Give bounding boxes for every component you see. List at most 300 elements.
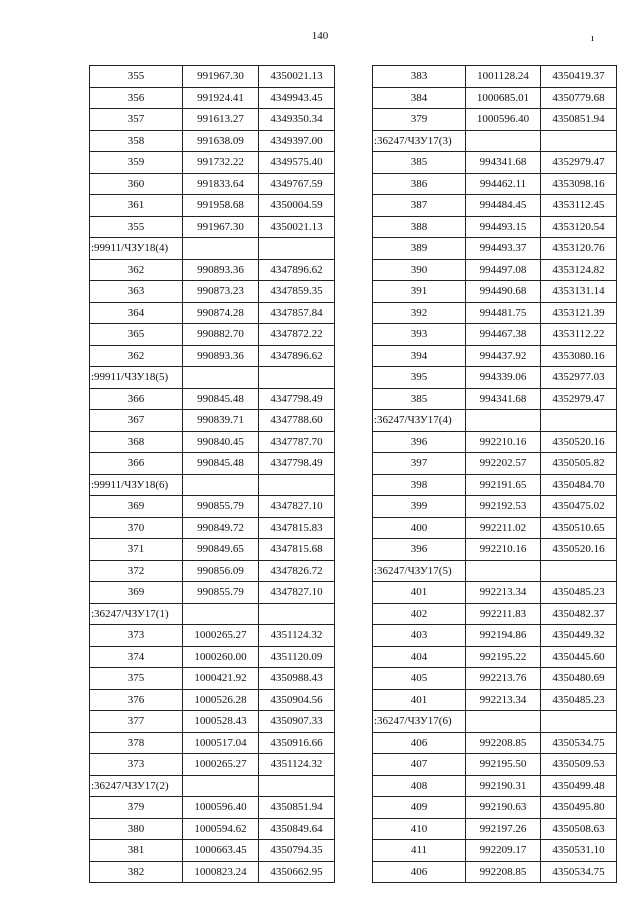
table-row [90, 259, 335, 281]
point-number-cell: 364 [90, 302, 183, 324]
y-coordinate-cell: 4353120.76 [541, 238, 617, 260]
point-number-cell: 363 [90, 281, 183, 303]
table-row [373, 87, 617, 109]
point-number-cell: 384 [373, 87, 466, 109]
y-coordinate-cell: 4347815.68 [259, 539, 335, 561]
x-coordinate-cell: 990882.70 [183, 324, 259, 346]
point-number-cell: 355 [90, 66, 183, 88]
point-number-cell: 358 [90, 130, 183, 152]
y-coordinate-cell: 4350475.02 [541, 496, 617, 518]
x-coordinate-cell: 1000265.27 [183, 754, 259, 776]
point-number-cell: 366 [90, 453, 183, 475]
y-coordinate-cell: 4350419.37 [541, 66, 617, 88]
table-row [373, 797, 617, 819]
point-number-cell: 361 [90, 195, 183, 217]
x-coordinate-cell: 992213.34 [466, 689, 541, 711]
table-row [373, 388, 617, 410]
y-coordinate-cell: 4350988.43 [259, 668, 335, 690]
x-coordinate-cell: 990855.79 [183, 582, 259, 604]
point-number-cell: 392 [373, 302, 466, 324]
table-row [90, 840, 335, 862]
x-coordinate-cell: 992208.85 [466, 732, 541, 754]
y-coordinate-cell: 4350445.60 [541, 646, 617, 668]
point-number-cell: 407 [373, 754, 466, 776]
x-coordinate-cell: 992190.31 [466, 775, 541, 797]
x-coordinate-cell: 992190.63 [466, 797, 541, 819]
table-row [373, 66, 617, 88]
point-number-cell: 367 [90, 410, 183, 432]
x-coordinate-cell [466, 130, 541, 152]
table-row [90, 173, 335, 195]
point-number-cell: 359 [90, 152, 183, 174]
point-number-cell: 397 [373, 453, 466, 475]
y-coordinate-cell [541, 711, 617, 733]
point-number-cell: 378 [90, 732, 183, 754]
point-number-cell: 370 [90, 517, 183, 539]
y-coordinate-cell: 4353112.22 [541, 324, 617, 346]
point-number-cell: 396 [373, 539, 466, 561]
y-coordinate-cell: 4350509.53 [541, 754, 617, 776]
y-coordinate-cell: 4352979.47 [541, 152, 617, 174]
x-coordinate-cell [183, 775, 259, 797]
x-coordinate-cell [183, 474, 259, 496]
y-coordinate-cell: 4353112.45 [541, 195, 617, 217]
y-coordinate-cell: 4350508.63 [541, 818, 617, 840]
point-number-cell: 411 [373, 840, 466, 862]
x-coordinate-cell: 990855.79 [183, 496, 259, 518]
y-coordinate-cell: 4350534.75 [541, 861, 617, 883]
x-coordinate-cell: 994341.68 [466, 388, 541, 410]
y-coordinate-cell: 4350495.80 [541, 797, 617, 819]
point-number-cell: 401 [373, 582, 466, 604]
table-row [90, 689, 335, 711]
point-number-cell: 373 [90, 625, 183, 647]
table-row [90, 302, 335, 324]
x-coordinate-cell: 994484.45 [466, 195, 541, 217]
y-coordinate-cell: 4349397.00 [259, 130, 335, 152]
point-number-cell: 406 [373, 861, 466, 883]
y-coordinate-cell: 4347788.60 [259, 410, 335, 432]
y-coordinate-cell: 4351124.32 [259, 754, 335, 776]
point-number-cell: 388 [373, 216, 466, 238]
x-coordinate-cell: 994467.38 [466, 324, 541, 346]
point-number-cell: 394 [373, 345, 466, 367]
table-row [90, 216, 335, 238]
table-row [90, 625, 335, 647]
table-row [373, 302, 617, 324]
table-row [373, 775, 617, 797]
table-row [90, 281, 335, 303]
table-row [90, 582, 335, 604]
table-row [90, 453, 335, 475]
y-coordinate-cell: 4347827.10 [259, 582, 335, 604]
y-coordinate-cell [259, 474, 335, 496]
x-coordinate-cell: 992197.26 [466, 818, 541, 840]
y-coordinate-cell: 4353098.16 [541, 173, 617, 195]
x-coordinate-cell: 990849.65 [183, 539, 259, 561]
point-number-cell: 390 [373, 259, 466, 281]
point-number-cell: 402 [373, 603, 466, 625]
x-coordinate-cell: 994437.92 [466, 345, 541, 367]
y-coordinate-cell: 4347798.49 [259, 388, 335, 410]
margin-mark: ı [591, 32, 595, 44]
x-coordinate-cell: 1000685.01 [466, 87, 541, 109]
x-coordinate-cell: 1000528.43 [183, 711, 259, 733]
y-coordinate-cell [259, 775, 335, 797]
y-coordinate-cell: 4351120.09 [259, 646, 335, 668]
y-coordinate-cell: 4347815.83 [259, 517, 335, 539]
section-label-row [373, 130, 617, 152]
y-coordinate-cell: 4350849.64 [259, 818, 335, 840]
x-coordinate-cell: 1000517.04 [183, 732, 259, 754]
x-coordinate-cell: 992195.22 [466, 646, 541, 668]
table-row [90, 797, 335, 819]
point-number-cell: 401 [373, 689, 466, 711]
coordinates-table-left [89, 65, 335, 883]
x-coordinate-cell: 1001128.24 [466, 66, 541, 88]
table-row [373, 754, 617, 776]
x-coordinate-cell: 1000421.92 [183, 668, 259, 690]
y-coordinate-cell: 4350916.66 [259, 732, 335, 754]
table-row [373, 474, 617, 496]
section-label-row [90, 474, 335, 496]
x-coordinate-cell: 990893.36 [183, 345, 259, 367]
point-number-cell: 376 [90, 689, 183, 711]
x-coordinate-cell: 1000596.40 [466, 109, 541, 131]
y-coordinate-cell: 4353080.16 [541, 345, 617, 367]
y-coordinate-cell: 4350449.32 [541, 625, 617, 647]
x-coordinate-cell: 992194.86 [466, 625, 541, 647]
y-coordinate-cell: 4353124.82 [541, 259, 617, 281]
section-label-row [373, 560, 617, 582]
table-row [90, 711, 335, 733]
y-coordinate-cell: 4353131.14 [541, 281, 617, 303]
point-number-cell: 365 [90, 324, 183, 346]
x-coordinate-cell: 992210.16 [466, 431, 541, 453]
table-row [373, 517, 617, 539]
x-coordinate-cell: 994339.06 [466, 367, 541, 389]
y-coordinate-cell: 4347857.84 [259, 302, 335, 324]
section-label-row [90, 238, 335, 260]
table-row [373, 732, 617, 754]
point-number-cell: 405 [373, 668, 466, 690]
x-coordinate-cell: 990874.28 [183, 302, 259, 324]
x-coordinate-cell: 991638.09 [183, 130, 259, 152]
y-coordinate-cell: 4350510.65 [541, 517, 617, 539]
point-number-cell: 369 [90, 582, 183, 604]
point-number-cell: 374 [90, 646, 183, 668]
point-number-cell: 399 [373, 496, 466, 518]
coordinates-table-right [372, 65, 617, 883]
x-coordinate-cell: 991967.30 [183, 66, 259, 88]
table-row [90, 560, 335, 582]
x-coordinate-cell: 994341.68 [466, 152, 541, 174]
table-row [373, 367, 617, 389]
x-coordinate-cell: 994493.37 [466, 238, 541, 260]
point-number-cell: 377 [90, 711, 183, 733]
y-coordinate-cell: 4347859.35 [259, 281, 335, 303]
x-coordinate-cell [183, 603, 259, 625]
x-coordinate-cell: 990856.09 [183, 560, 259, 582]
table-row [373, 173, 617, 195]
table-row [373, 861, 617, 883]
y-coordinate-cell: 4347826.72 [259, 560, 335, 582]
y-coordinate-cell: 4350531.10 [541, 840, 617, 862]
x-coordinate-cell: 990845.48 [183, 453, 259, 475]
y-coordinate-cell: 4350662.95 [259, 861, 335, 883]
y-coordinate-cell: 4350851.94 [259, 797, 335, 819]
point-number-cell: 410 [373, 818, 466, 840]
x-coordinate-cell: 1000265.27 [183, 625, 259, 647]
point-number-cell: 409 [373, 797, 466, 819]
section-label-row [90, 367, 335, 389]
point-number-cell: 385 [373, 152, 466, 174]
x-coordinate-cell: 1000594.62 [183, 818, 259, 840]
point-number-cell: 386 [373, 173, 466, 195]
table-row [373, 195, 617, 217]
point-number-cell: 391 [373, 281, 466, 303]
table-row [90, 496, 335, 518]
y-coordinate-cell: 4347896.62 [259, 345, 335, 367]
x-coordinate-cell [183, 367, 259, 389]
table-row [90, 87, 335, 109]
x-coordinate-cell [183, 238, 259, 260]
point-number-cell: 393 [373, 324, 466, 346]
table-row [373, 818, 617, 840]
section-label-row [90, 775, 335, 797]
point-number-cell: 357 [90, 109, 183, 131]
x-coordinate-cell: 992213.34 [466, 582, 541, 604]
table-row [90, 410, 335, 432]
x-coordinate-cell: 992202.57 [466, 453, 541, 475]
point-number-cell: 395 [373, 367, 466, 389]
x-coordinate-cell: 994481.75 [466, 302, 541, 324]
table-row [373, 152, 617, 174]
y-coordinate-cell: 4347827.10 [259, 496, 335, 518]
section-label-cell: :36247/ЧЗУ17(4) [373, 410, 466, 432]
y-coordinate-cell: 4350004.59 [259, 195, 335, 217]
section-label-cell: :36247/ЧЗУ17(2) [90, 775, 183, 797]
section-label-cell: :99911/ЧЗУ18(5) [90, 367, 183, 389]
point-number-cell: 379 [373, 109, 466, 131]
table-row [90, 732, 335, 754]
table-row [90, 130, 335, 152]
table-row [90, 539, 335, 561]
x-coordinate-cell: 991833.64 [183, 173, 259, 195]
y-coordinate-cell: 4347896.62 [259, 259, 335, 281]
page-number: 140 [311, 30, 329, 42]
x-coordinate-cell: 992191.65 [466, 474, 541, 496]
section-label-row [373, 410, 617, 432]
table-row [90, 818, 335, 840]
y-coordinate-cell [541, 560, 617, 582]
point-number-cell: 379 [90, 797, 183, 819]
section-label-row [373, 711, 617, 733]
y-coordinate-cell: 4350851.94 [541, 109, 617, 131]
x-coordinate-cell: 990845.48 [183, 388, 259, 410]
y-coordinate-cell: 4351124.32 [259, 625, 335, 647]
point-number-cell: 400 [373, 517, 466, 539]
table-row [90, 324, 335, 346]
x-coordinate-cell: 991613.27 [183, 109, 259, 131]
x-coordinate-cell: 990893.36 [183, 259, 259, 281]
point-number-cell: 356 [90, 87, 183, 109]
x-coordinate-cell: 1000823.24 [183, 861, 259, 883]
table-row [373, 238, 617, 260]
y-coordinate-cell: 4350484.70 [541, 474, 617, 496]
point-number-cell: 387 [373, 195, 466, 217]
table-row [373, 646, 617, 668]
point-number-cell: 385 [373, 388, 466, 410]
y-coordinate-cell: 4353121.39 [541, 302, 617, 324]
y-coordinate-cell: 4350485.23 [541, 689, 617, 711]
table-row [90, 66, 335, 88]
y-coordinate-cell [259, 603, 335, 625]
y-coordinate-cell: 4353120.54 [541, 216, 617, 238]
y-coordinate-cell: 4350485.23 [541, 582, 617, 604]
section-label-cell: :36247/ЧЗУ17(3) [373, 130, 466, 152]
x-coordinate-cell: 991967.30 [183, 216, 259, 238]
y-coordinate-cell: 4347787.70 [259, 431, 335, 453]
section-label-cell: :36247/ЧЗУ17(5) [373, 560, 466, 582]
y-coordinate-cell: 4350520.16 [541, 431, 617, 453]
table-row [90, 861, 335, 883]
y-coordinate-cell: 4350520.16 [541, 539, 617, 561]
y-coordinate-cell: 4350904.56 [259, 689, 335, 711]
x-coordinate-cell: 992192.53 [466, 496, 541, 518]
point-number-cell: 396 [373, 431, 466, 453]
x-coordinate-cell [466, 410, 541, 432]
table-row [373, 324, 617, 346]
y-coordinate-cell: 4347872.22 [259, 324, 335, 346]
y-coordinate-cell: 4350482.37 [541, 603, 617, 625]
y-coordinate-cell: 4349943.45 [259, 87, 335, 109]
x-coordinate-cell: 994462.11 [466, 173, 541, 195]
x-coordinate-cell: 990873.23 [183, 281, 259, 303]
x-coordinate-cell: 1000260.00 [183, 646, 259, 668]
table-row [90, 195, 335, 217]
x-coordinate-cell: 1000596.40 [183, 797, 259, 819]
table-row [90, 668, 335, 690]
x-coordinate-cell: 991924.41 [183, 87, 259, 109]
x-coordinate-cell: 992210.16 [466, 539, 541, 561]
table-row [90, 345, 335, 367]
x-coordinate-cell [466, 711, 541, 733]
x-coordinate-cell [466, 560, 541, 582]
y-coordinate-cell: 4352977.03 [541, 367, 617, 389]
table-row [373, 840, 617, 862]
point-number-cell: 373 [90, 754, 183, 776]
x-coordinate-cell: 992211.02 [466, 517, 541, 539]
table-row [373, 216, 617, 238]
table-row [90, 388, 335, 410]
y-coordinate-cell: 4350021.13 [259, 216, 335, 238]
point-number-cell: 382 [90, 861, 183, 883]
table-row [373, 603, 617, 625]
y-coordinate-cell: 4350499.48 [541, 775, 617, 797]
y-coordinate-cell: 4350021.13 [259, 66, 335, 88]
point-number-cell: 380 [90, 818, 183, 840]
section-label-cell: :36247/ЧЗУ17(1) [90, 603, 183, 625]
point-number-cell: 360 [90, 173, 183, 195]
point-number-cell: 403 [373, 625, 466, 647]
point-number-cell: 368 [90, 431, 183, 453]
x-coordinate-cell: 990839.71 [183, 410, 259, 432]
y-coordinate-cell [259, 238, 335, 260]
y-coordinate-cell: 4349767.59 [259, 173, 335, 195]
x-coordinate-cell: 1000526.28 [183, 689, 259, 711]
y-coordinate-cell: 4350779.68 [541, 87, 617, 109]
section-label-row [90, 603, 335, 625]
point-number-cell: 404 [373, 646, 466, 668]
point-number-cell: 372 [90, 560, 183, 582]
y-coordinate-cell: 4350480.69 [541, 668, 617, 690]
x-coordinate-cell: 992208.85 [466, 861, 541, 883]
y-coordinate-cell [541, 130, 617, 152]
table-row [90, 754, 335, 776]
point-number-cell: 408 [373, 775, 466, 797]
x-coordinate-cell: 991732.22 [183, 152, 259, 174]
table-row [90, 152, 335, 174]
table-row [373, 582, 617, 604]
point-number-cell: 355 [90, 216, 183, 238]
table-row [373, 625, 617, 647]
x-coordinate-cell: 990840.45 [183, 431, 259, 453]
x-coordinate-cell: 991958.68 [183, 195, 259, 217]
table-row [90, 431, 335, 453]
y-coordinate-cell [541, 410, 617, 432]
y-coordinate-cell: 4349350.34 [259, 109, 335, 131]
point-number-cell: 375 [90, 668, 183, 690]
y-coordinate-cell: 4350534.75 [541, 732, 617, 754]
point-number-cell: 381 [90, 840, 183, 862]
table-row [373, 539, 617, 561]
x-coordinate-cell: 992213.76 [466, 668, 541, 690]
y-coordinate-cell: 4347798.49 [259, 453, 335, 475]
point-number-cell: 362 [90, 345, 183, 367]
point-number-cell: 366 [90, 388, 183, 410]
table-row [373, 109, 617, 131]
y-coordinate-cell [259, 367, 335, 389]
section-label-cell: :36247/ЧЗУ17(6) [373, 711, 466, 733]
x-coordinate-cell: 994490.68 [466, 281, 541, 303]
x-coordinate-cell: 994497.08 [466, 259, 541, 281]
y-coordinate-cell: 4350505.82 [541, 453, 617, 475]
table-row [373, 281, 617, 303]
point-number-cell: 383 [373, 66, 466, 88]
x-coordinate-cell: 992211.83 [466, 603, 541, 625]
table-row [90, 646, 335, 668]
table-row [373, 345, 617, 367]
y-coordinate-cell: 4350907.33 [259, 711, 335, 733]
x-coordinate-cell: 992195.50 [466, 754, 541, 776]
table-row [90, 109, 335, 131]
x-coordinate-cell: 990849.72 [183, 517, 259, 539]
point-number-cell: 398 [373, 474, 466, 496]
table-row [373, 689, 617, 711]
table-row [373, 259, 617, 281]
x-coordinate-cell: 994493.15 [466, 216, 541, 238]
table-row [373, 668, 617, 690]
y-coordinate-cell: 4350794.35 [259, 840, 335, 862]
table-row [373, 453, 617, 475]
section-label-cell: :99911/ЧЗУ18(6) [90, 474, 183, 496]
table-row [373, 431, 617, 453]
y-coordinate-cell: 4352979.47 [541, 388, 617, 410]
section-label-cell: :99911/ЧЗУ18(4) [90, 238, 183, 260]
point-number-cell: 362 [90, 259, 183, 281]
y-coordinate-cell: 4349575.40 [259, 152, 335, 174]
